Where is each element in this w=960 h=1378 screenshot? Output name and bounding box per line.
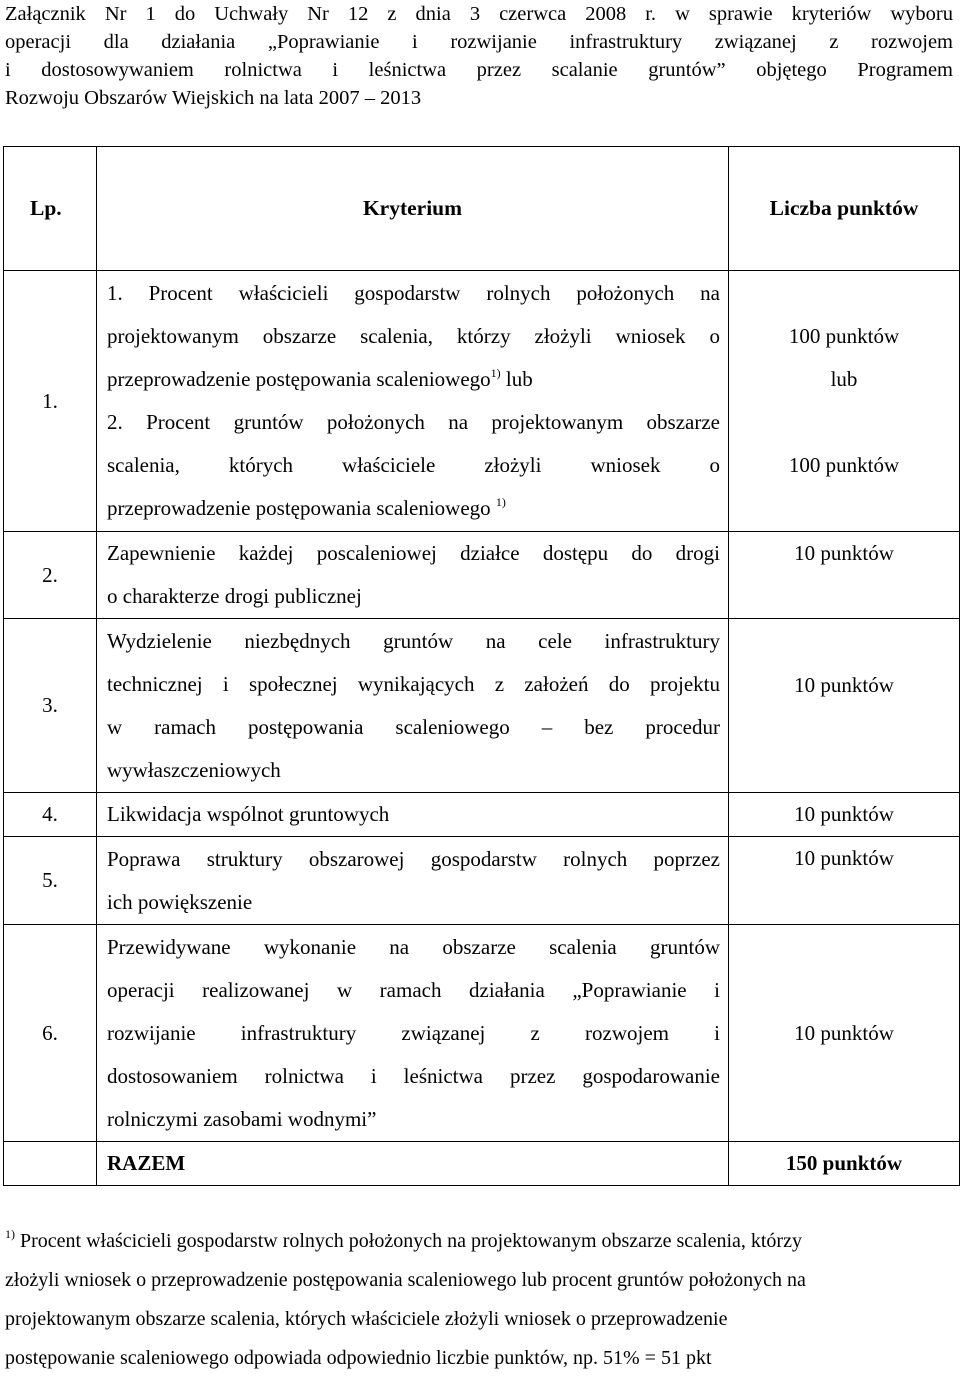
heading-line-3: i dostosowywaniem rolnictwa i leśnictwa przez scalanie gruntów” objętego Programem (5, 59, 953, 81)
footnote-line-3: projektowanym obszarze scalenia, których właściciele złożyli wniosek o przeprowadzenie (5, 1308, 728, 1330)
table-row-1 (4, 271, 960, 532)
heading-line-2: operacji dla działania „Poprawianie i rozwijanie infrastruktury związanej z rozwojem (5, 31, 953, 53)
heading-line-4: Rozwoju Obszarów Wiejskich na lata 2007 – 2013 (5, 87, 422, 109)
header-criterion: Kryterium (97, 147, 729, 271)
table-row-5 (4, 837, 960, 925)
criteria-table (3, 146, 960, 1186)
row-1-points: 100 punktów lub 100 punktów (729, 271, 960, 532)
table-row-6 (4, 925, 960, 1142)
row-4-points: 10 punktów (729, 793, 960, 837)
row-6-points: 10 punktów (729, 925, 960, 1142)
row-4-number: 4. (4, 793, 97, 837)
row-4-criterion: Likwidacja wspólnot gruntowych (97, 793, 729, 837)
table-row-3 (4, 619, 960, 793)
row-2-criterion: Zapewnienie każdej poscaleniowej działce dostępu do drogi o charakterze drogi publicznej (97, 532, 729, 619)
row-3-number: 3. (4, 619, 97, 793)
table-row-4 (4, 793, 960, 837)
row-3-criterion: Wydzielenie niezbędnych gruntów na cele infrastruktury technicznej i społecznej wynikających z założeń do projektu w ramach postępowania scaleniowego – bez procedur wywłaszczeniowych (97, 619, 729, 793)
header-points: Liczba punktów (729, 147, 960, 271)
document-heading (5, 0, 953, 112)
row-5-criterion: Poprawa struktury obszarowej gospodarstw rolnych poprzez ich powiększenie (97, 837, 729, 925)
row-5-number: 5. (4, 837, 97, 925)
row-6-criterion: Przewidywane wykonanie na obszarze scalenia gruntów operacji realizowanej w ramach działania „Poprawianie i rozwijanie infrastruktury związanej z rozwojem i dostosowaniem rolnictwa i leśnictwa przez gospodarowanie rolniczymi zasobami wodnymi” (97, 925, 729, 1142)
total-label: RAZEM (97, 1142, 729, 1186)
table-row-2 (4, 532, 960, 619)
footnote-line-4: postępowanie scaleniowego odpowiada odpowiednio liczbie punktów, np. 51% = 51 pkt (5, 1347, 712, 1369)
footnote-marker: 1) (5, 1227, 15, 1241)
heading-line-1: Załącznik Nr 1 do Uchwały Nr 12 z dnia 3 czerwca 2008 r. w sprawie kryteriów wyboru (5, 3, 953, 25)
row-6-number: 6. (4, 925, 97, 1142)
row-2-number: 2. (4, 532, 97, 619)
footnote-line-2: złożyli wniosek o przeprowadzenie postępowania scaleniowego lub procent gruntów położonych na (5, 1269, 806, 1291)
row-1-number: 1. (4, 271, 97, 532)
footnote (5, 1222, 945, 1378)
footnote-line-1: $^{1)}$ Procent właścicieli gospodarstw rolnych położonych na projektowanym obszarze scalenia, którzy (5, 1227, 802, 1252)
row-2-points: 10 punktów (729, 532, 960, 619)
row-5-points: 10 punktów (729, 837, 960, 925)
header-lp: Lp. (4, 147, 97, 271)
table-header-row (4, 147, 960, 271)
row-1-criterion: 1. Procent właścicieli gospodarstw rolnych położonych na projektowanym obszarze scalenia, którzy złożyli wniosek o przeprowadzenie postępowania scaleniowego$^{1)}$ lub 2. Procent gruntów położonych na projektowanym obszarze scalenia, których właściciele złożyli wniosek o przeprowadzenie postępowania scaleniowego $^{1)}$ (97, 271, 729, 532)
table-total-row (4, 1142, 960, 1186)
total-points: 150 punktów (729, 1142, 960, 1186)
row-3-points: 10 punktów (729, 619, 960, 793)
